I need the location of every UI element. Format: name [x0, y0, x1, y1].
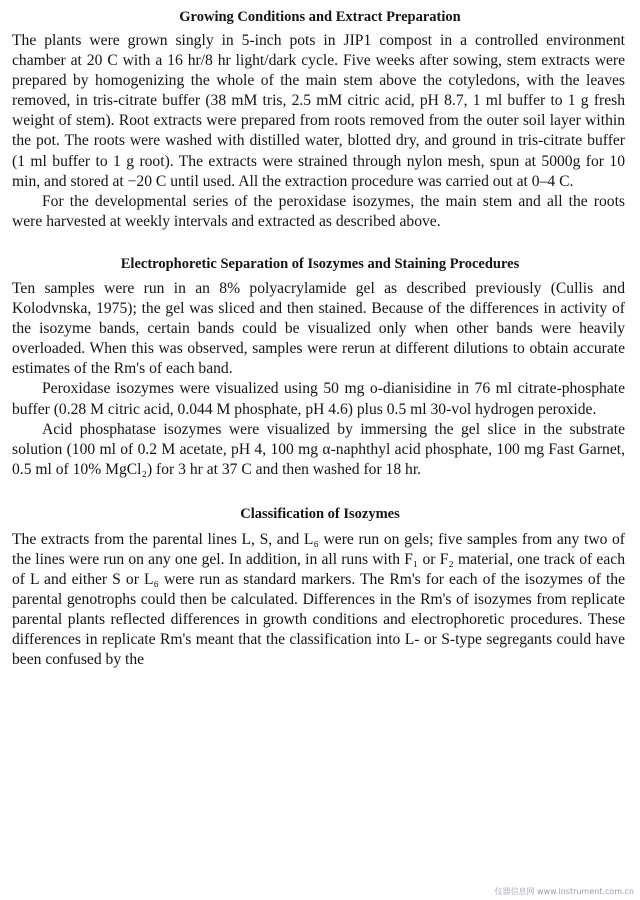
paragraph-developmental-series: For the developmental series of the peroxidase isozymes, the main stem and all the roots were harvested at weekly intervals and extracted as described above. — [12, 192, 625, 230]
watermark: 仪器信息网 www.instrument.com.cn — [494, 887, 634, 896]
section-heading-electrophoretic-separation: Electrophoretic Separation of Isozymes and Staining Procedures — [120, 255, 520, 272]
paragraph-extract-preparation: The plants were grown singly in 5-inch pots in JIP1 compost in a controlled environment chamber at 20 C with a 16 hr/8 hr light/dark cycle. Five weeks after sowing, stem extracts were prepared by homogenizing the whole of the main stem above the cotyledons, with the leaves removed, in tris-citrate buffer (38 mM tris, 2.5 mM citric acid, pH 8.7, 1 ml buffer to 1 g fresh weight of stem). Root extracts were prepared from roots removed from the outer soil layer within the pot. The roots were washed with distilled water, blotted dry, and ground in tris-citrate buffer (1 ml buffer to 1 g root). The extracts were strained through nylon mesh, spun at 5000g for 10 min, and stored at −20 C until used. All the extraction procedure was carried out at 0–4 C. — [12, 32, 625, 190]
paragraph-peroxidase-staining: Peroxidase isozymes were visualized using 50 mg o-dianisidine in 76 ml citrate-phosphate buffer (0.28 M citric acid, 0.044 M phosphate, pH 4.6) plus 0.5 ml 30-vol hydrogen peroxide. — [12, 380, 625, 418]
paragraph-classification: The extracts from the parental lines L, S, and L₆ were run on gels; five samples from any two of the lines were run on any one gel. In addition, in all runs with F₁ or F₂ material, one track of each of L and either S or L₆ were run as standard markers. The Rm's for each of the isozymes of the parental genotrophs could then be calculated. Differences in the Rm's of isozymes from replicate parental plants reflected differences in growth conditions and electrophoretic procedures. These differences in replicate Rm's meant that the classification into L- or S-type segregants could have been confused by the — [12, 530, 625, 669]
section-heading-classification: Classification of Isozymes — [240, 505, 400, 522]
paragraph-acid-phosphatase-staining: Acid phosphatase isozymes were visualized by immersing the gel slice in the substrate solution (100 ml of 0.2 M acetate, pH 4, 100 mg α-naphthyl acid phosphate, 100 mg Fast Garnet, 0.5 ml of 10% MgCl₂) for 3 hr at 37 C and then washed for 18 hr. — [12, 420, 625, 478]
section-heading-growing-conditions: Growing Conditions and Extract Preparation — [179, 9, 461, 25]
paragraph-gel-samples: Ten samples were run in an 8% polyacrylamide gel as described previously (Cullis and Kolodvnska, 1975); the gel was sliced and then stained. Because of the differences in activity of the isozyme bands, certain bands could be visualized only when other bands were heavily overloaded. When this was observed, samples were rerun at different dilutions to obtain accurate estimates of the Rm's of each band. — [12, 279, 625, 378]
